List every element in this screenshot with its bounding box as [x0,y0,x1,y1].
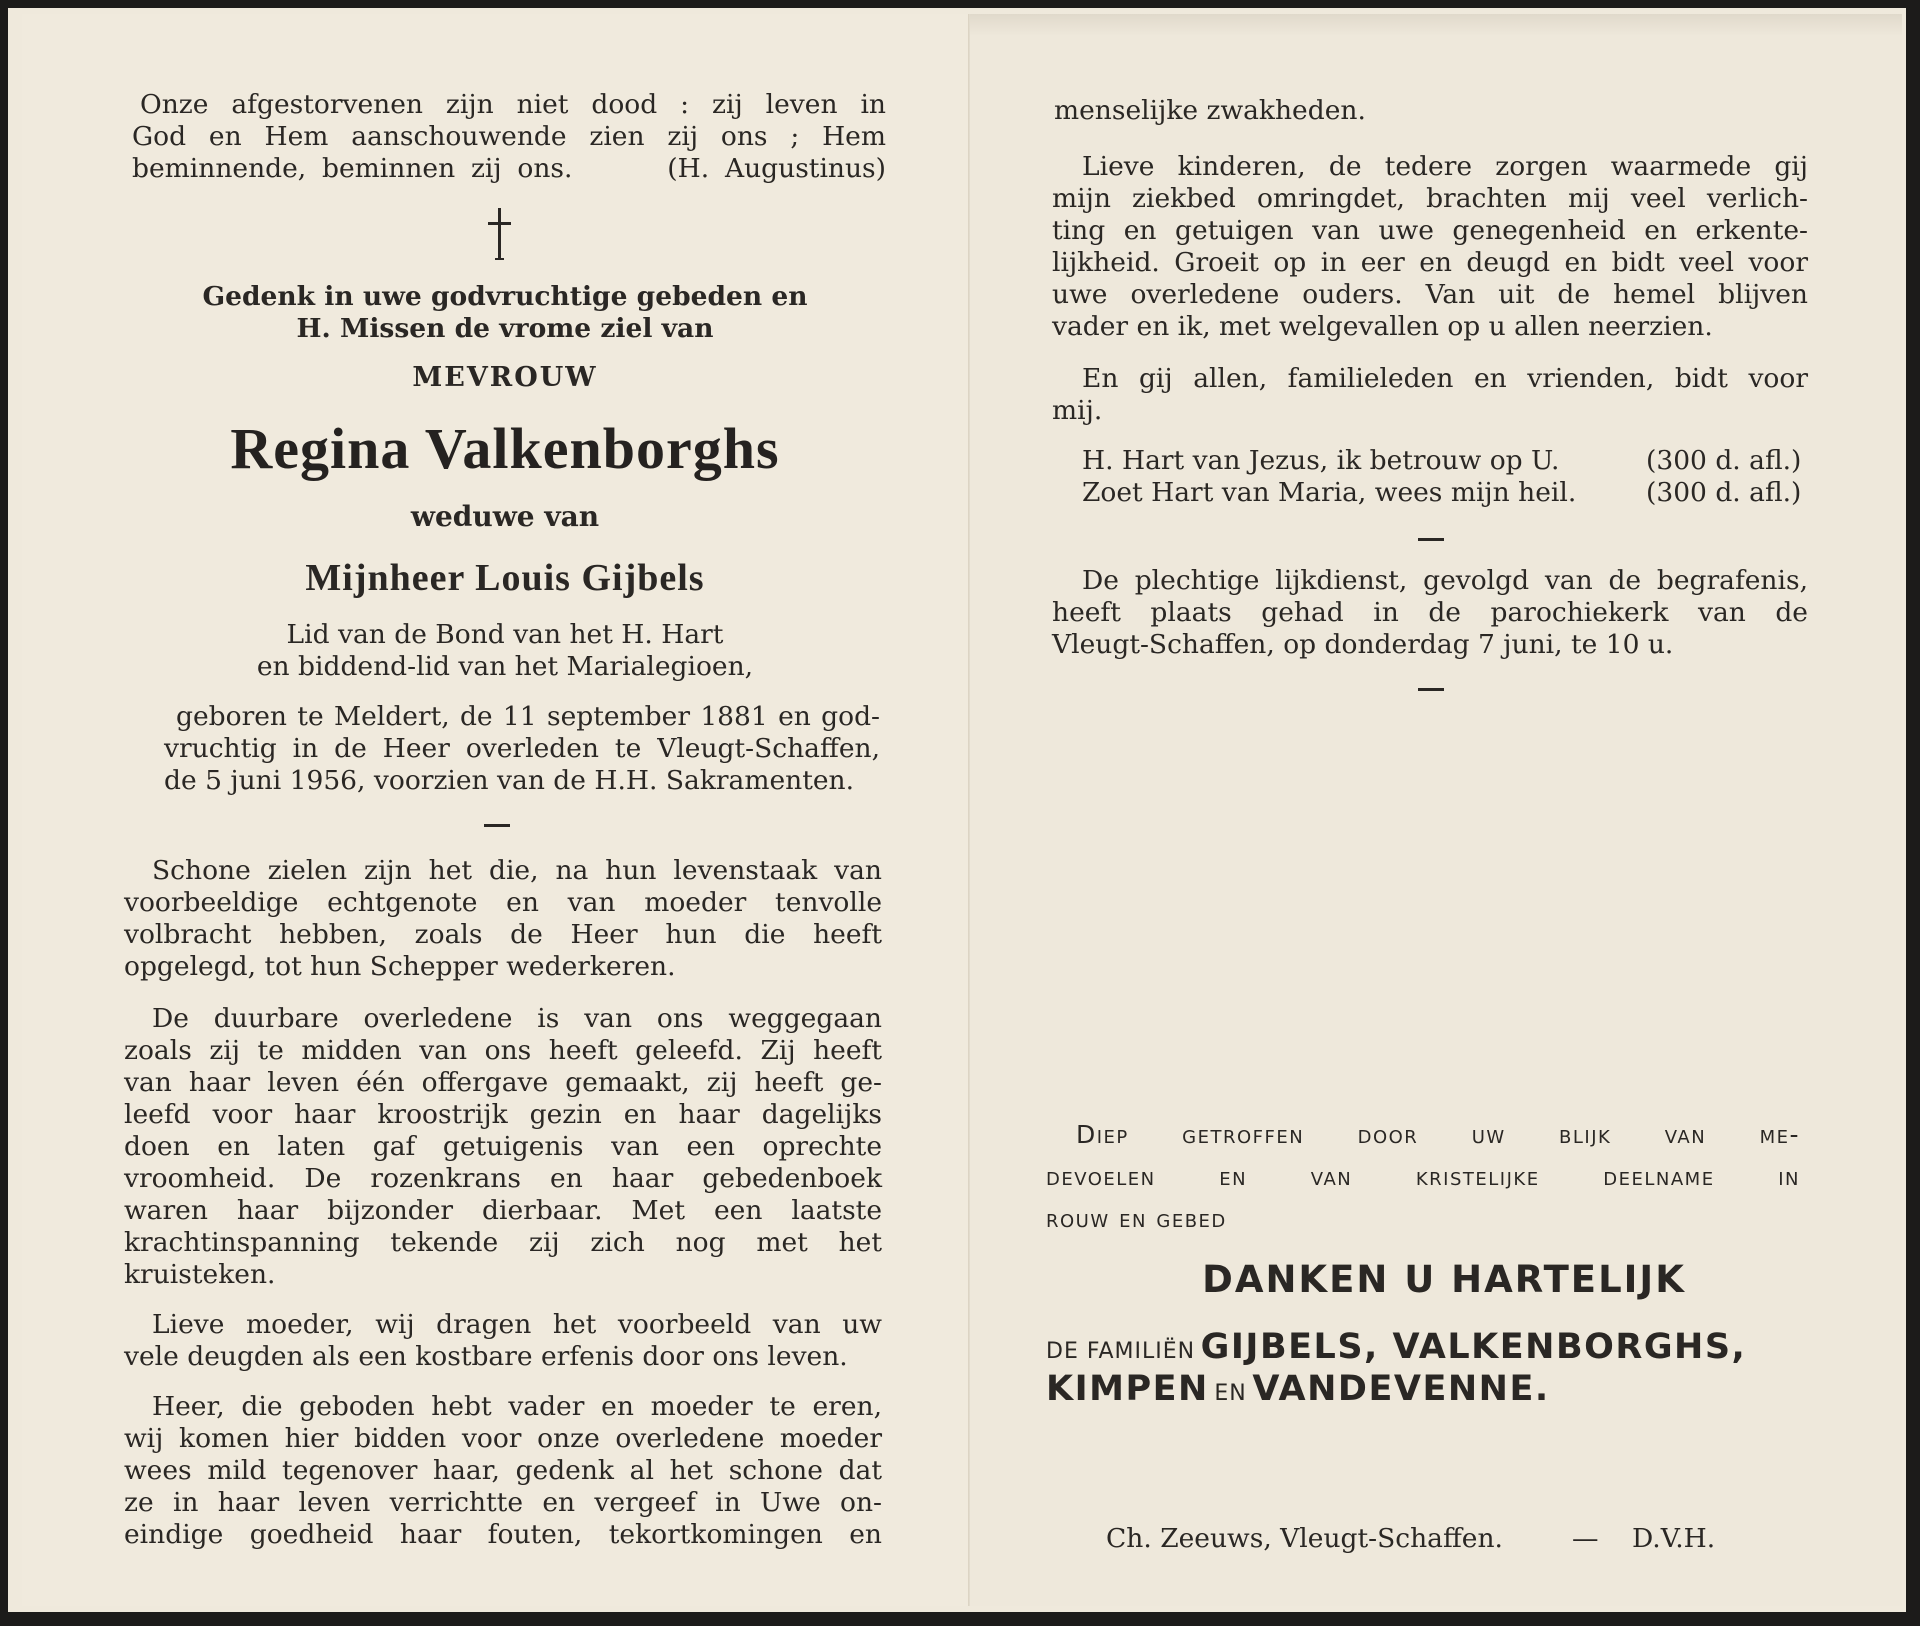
para-line: lijkheid. Groeit op in eer en deugd en bidt veel voor [1052,247,1808,278]
quote-line: God en Hem aanschouwende zien zij ons ; Hem [132,121,886,152]
membership-line: Lid van de Bond van het H. Hart [286,619,724,650]
prayer-line: Zoet Hart van Maria, wees mijn heil. [1082,477,1577,508]
continued-line: menselijke zwakheden. [1054,95,1366,126]
divider [1418,688,1444,691]
families-conj: EN [1214,1381,1247,1406]
printer-name: Ch. Zeeuws, Vleugt-Schaffen. [1106,1523,1503,1554]
funeral-line: heeft plaats gehad in de parochiekerk van de [1052,597,1808,628]
families-line [1046,1368,1550,1416]
commemorate-line: Gedenk in uwe godvruchtige gebeden en [202,281,808,312]
indulgence: (300 d. afl.) [1646,445,1802,476]
para-line: uwe overledene ouders. Van uit de hemel blijven [1052,279,1808,310]
prayer-line: H. Hart van Jezus, ik betrouw op U. [1082,445,1560,476]
para-line: Lieve moeder, wij dragen het voorbeeld van uw [152,1309,882,1340]
family-kimpen: KIMPEN [1046,1369,1209,1409]
birth-line: vruchtig in de Heer overleden te Vleugt-Schaffen, [164,733,880,764]
printer-dash: — [1572,1523,1599,1554]
para-line: ze in haar leven verrichtte en vergeef in Uwe on- [124,1487,882,1518]
para-line: krachtinspanning tekende zij zich nog met het [124,1227,882,1258]
para-line: mij. [1052,395,1103,426]
para-line: En gij allen, familieleden en vrienden, bidt voor [1082,363,1808,394]
title-mevrouw: MEVROUW [412,362,598,393]
para-line: Heer, die geboden hebt vader en moeder te eren, [152,1391,882,1422]
printer-initials: D.V.H. [1632,1523,1716,1554]
funeral-line: De plechtige lijkdienst, gevolgd van de begrafenis, [1082,565,1808,596]
para-line: doen en laten gaf getuigenis van een oprechte [124,1131,882,1162]
para-line: voorbeeldige echtgenote en van moeder tenvolle [124,887,882,918]
cross-icon [485,206,515,262]
thanks-line: devoelen en van kristelijke deelname in [1046,1162,1800,1191]
para-line: wees mild tegenover haar, gedenk al het schone dat [124,1455,882,1486]
para-line: volbracht hebben, zoals de Heer hun die heeft [124,919,882,950]
birth-line: geboren te Meldert, de 11 september 1881 en god- [176,701,880,732]
thanks-line: Diep getroffen door uw blijk van me- [1076,1120,1800,1149]
para-line: kruisteken. [124,1259,276,1290]
quote-line: Onze afgestorvenen zijn niet dood : zij leven in [140,89,886,120]
para-line: mijn ziekbed omringdet, brachten mij veel verlich- [1052,183,1808,214]
para-line: eindige goedheid haar fouten, tekortkomingen en [124,1519,882,1550]
divider [484,824,510,827]
families-prefix: DE FAMILIËN [1046,1339,1196,1364]
para-line: vele deugden als een kostbare erfenis door ons leven. [124,1341,848,1372]
thanks-line: rouw en gebed [1046,1204,1227,1233]
indulgence: (300 d. afl.) [1646,477,1802,508]
quote-line: beminnende, beminnen zij ons. (H. Augustinus) [132,153,886,184]
para-line: leefd voor haar kroostrijk gezin en haar dagelijks [124,1099,882,1130]
para-line: ting en getuigen van uwe genegenheid en erkente- [1052,215,1808,246]
para-line: Lieve kinderen, de tedere zorgen waarmede gij [1082,151,1808,182]
para-line: vroomheid. De rozenkrans en haar gebedenboek [124,1163,882,1194]
families-line [1046,1326,1746,1374]
families-names: GIJBELS, VALKENBORGHS, [1200,1327,1747,1367]
para-line: zoals zij te midden van ons heeft geleefd. Zij heeft [124,1035,882,1066]
family-vandevenne: VANDEVENNE. [1252,1369,1550,1409]
deceased-name: Regina Valkenborghs [230,416,780,481]
widow-of: weduwe van [410,500,600,533]
husband-name: Mijnheer Louis Gijbels [305,557,705,599]
para-line: van haar leven één offergave gemaakt, zij heeft ge- [124,1067,882,1098]
para-line: wij komen hier bidden voor onze overledene moeder [124,1423,882,1454]
commemorate-line: H. Missen de vrome ziel van [296,313,714,344]
danken-heading: DANKEN U HARTELIJK [1202,1258,1686,1301]
funeral-line: Vleugt-Schaffen, op donderdag 7 juni, te 10 u. [1052,629,1674,660]
membership-line: en biddend-lid van het Marialegioen, [256,651,754,682]
para-line: vader en ik, met welgevallen op u allen neerzien. [1052,311,1713,342]
para-line: Schone zielen zijn het die, na hun levenstaak van [152,855,882,886]
para-line: waren haar bijzonder dierbaar. Met een laatste [124,1195,882,1226]
para-line: opgelegd, tot hun Schepper wederkeren. [124,951,676,982]
birth-line: de 5 juni 1956, voorzien van de H.H. Sakramenten. [164,765,855,796]
divider [1418,538,1444,541]
para-line: De duurbare overledene is van ons weggegaan [152,1003,882,1034]
